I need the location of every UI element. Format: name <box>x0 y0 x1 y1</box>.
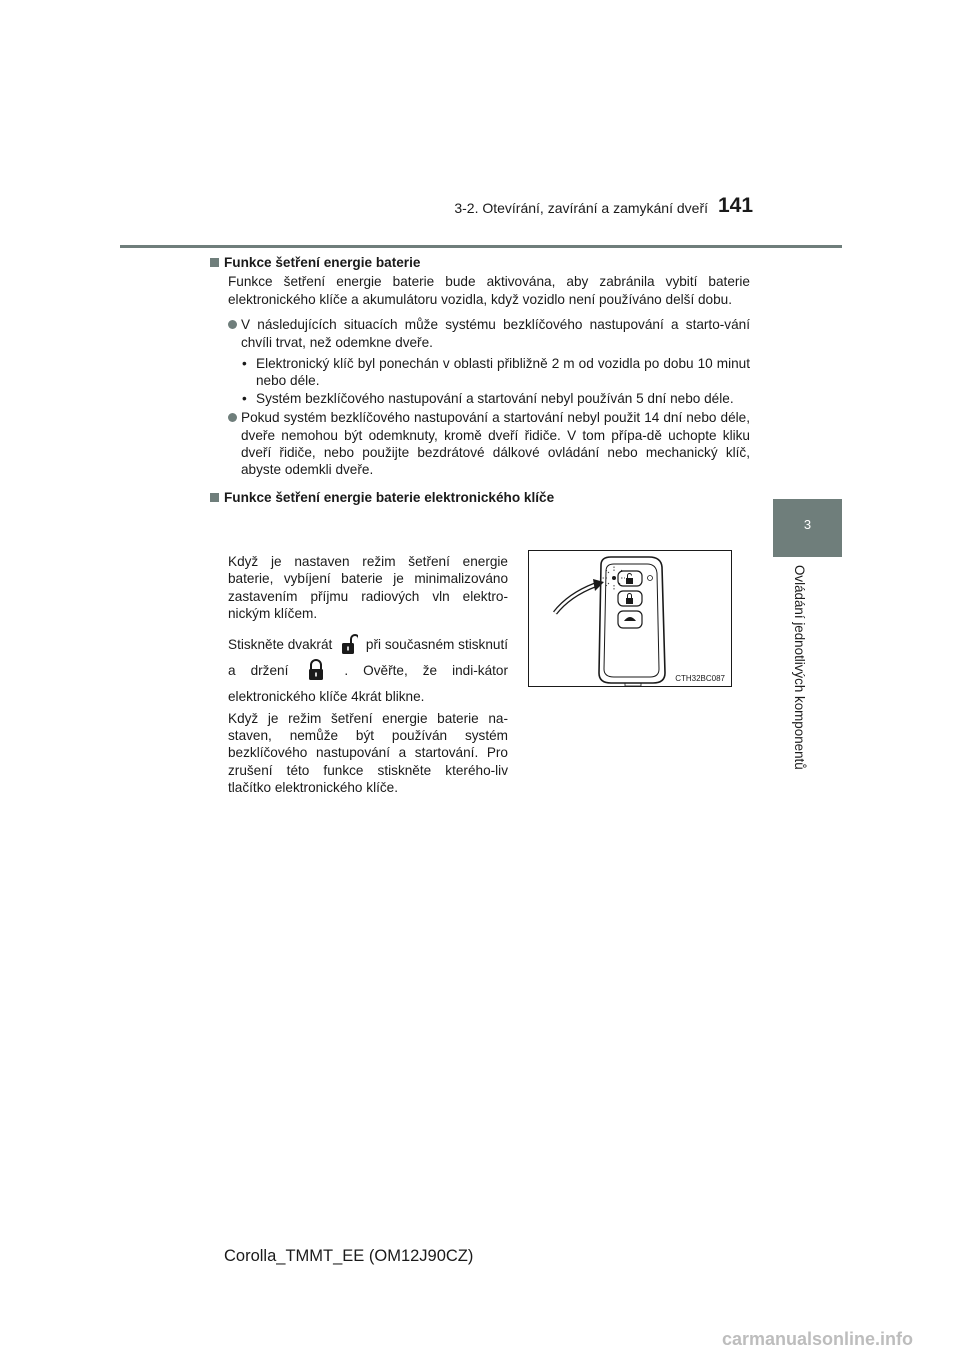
instruction-text: při současném stisknutí a držení <box>228 636 509 678</box>
bullet-item <box>228 316 750 351</box>
instruction-text: . Ověřte, že indi-kátor elektronického klíče 4krát blikne. <box>228 662 509 704</box>
section2-heading <box>210 489 750 506</box>
chapter-title: Ovládání jednotlivých komponentů <box>792 565 807 770</box>
circle-bullet-icon <box>228 320 237 329</box>
electronic-key-illustration <box>528 550 732 687</box>
chapter-tab <box>773 499 842 557</box>
sub-bullet-text: Elektronický klíč byl ponechán v oblasti přibližně 2 m od vozidla po dobu 10 minut nebo déle. <box>256 356 750 389</box>
bullet-item <box>228 409 750 479</box>
bullet-text: V následujících situacích může systému bezklíčového nastupování a starto-vání chvíli trvat, než odemkne dveře. <box>241 317 750 350</box>
sub-bullet-item <box>242 355 750 390</box>
section2-text <box>228 553 508 797</box>
section1-heading <box>210 254 750 271</box>
section2-instruction <box>228 632 508 710</box>
circle-bullet-icon <box>228 413 237 422</box>
figure-code: CTH32BC087 <box>675 674 725 683</box>
page-number: 141 <box>718 194 754 217</box>
section-title: 3-2. Otevírání, zavírání a zamykání dveří <box>454 200 708 216</box>
chapter-number: 3 <box>803 517 812 532</box>
instruction-text: Stiskněte dvakrát <box>228 636 333 652</box>
square-bullet-icon <box>210 258 219 267</box>
bullet-text: Pokud systém bezklíčového nastupování a startování nebyl použit 14 dní nebo déle, dveře nemohou být odemknuty, kromě dveří řidiče. V tom přípa-dě uchopte kliku dveří řidiče, nebo použijte bezdrátové dálkové ovládání nebo mechanický klíč, abyste odemkli dveře. <box>241 410 750 478</box>
dot-bullet-icon: • <box>242 356 247 372</box>
footer-model: Corolla_TMMT_EE (OM12J90CZ) <box>224 1247 474 1265</box>
square-bullet-icon <box>210 493 219 502</box>
lock-icon <box>307 659 325 681</box>
unlock-icon <box>340 633 358 655</box>
section2-paragraph: Když je režim šetření energie baterie na-staven, nemůže být používán systém bezklíčového nastupování a startování. Pro zrušení této funkce stiskněte kterého-liv tlačítko elektronického klíče. <box>228 710 508 796</box>
section1-intro: Funkce šetření energie baterie bude aktivována, aby zabránila vybití baterie elektronického klíče a akumulátoru vozidla, když vozidlo není používáno delší dobu. <box>228 274 750 307</box>
section2-paragraph: Když je nastaven režim šetření energie baterie, vybíjení baterie je minimalizováno zastavením příjmu radiových vln elektro-nickým klíčem. <box>228 554 508 622</box>
sub-bullet-item <box>242 390 750 407</box>
header-divider <box>120 245 842 248</box>
section2-heading-text: Funkce šetření energie baterie elektronického klíče <box>224 489 555 505</box>
sub-bullet-text: Systém bezklíčového nastupování a startování nebyl používán 5 dní nebo déle. <box>256 390 734 406</box>
watermark: carmanualsonline.info <box>722 1329 914 1349</box>
section1-heading-text: Funkce šetření energie baterie <box>224 255 421 270</box>
main-content <box>210 254 750 506</box>
key-fob-drawing <box>529 551 733 688</box>
dot-bullet-icon: • <box>242 390 247 406</box>
